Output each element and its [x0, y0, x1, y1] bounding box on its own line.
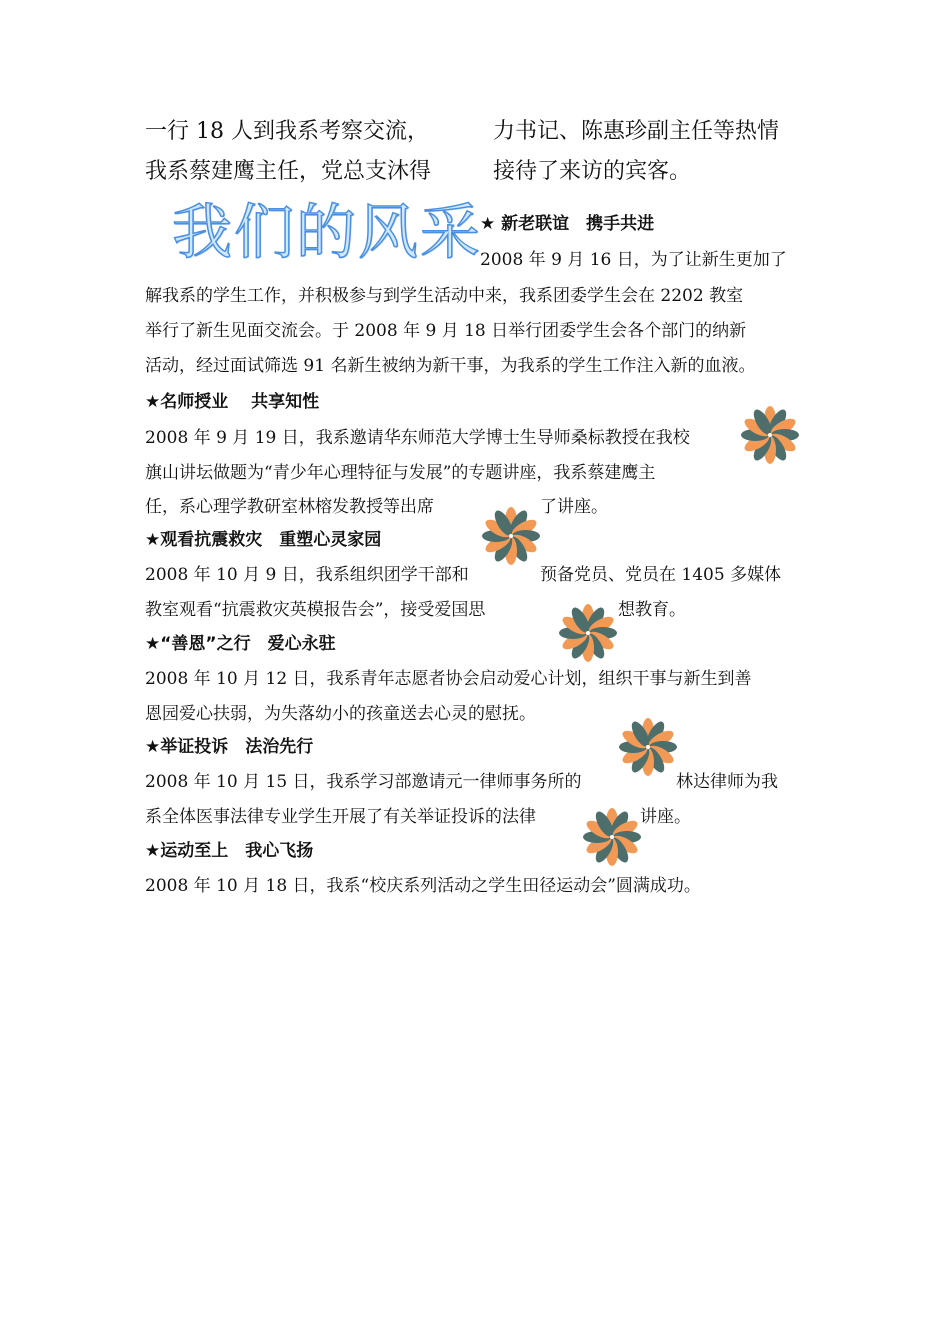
flower-icon [581, 806, 643, 868]
body-line: 2008 年 9 月 19 日，我系邀请华东师范大学博士生导师桑标教授在我校 [145, 428, 690, 448]
intro-right-column [493, 112, 779, 192]
body-line: 解我系的学生工作，并积极参与到学生活动中来，我系团委学生会在 2202 教室 [145, 286, 744, 306]
section-heading-lecture: ★名师授业 共享知性 [145, 392, 320, 412]
section-heading-welcome: ★ 新老联谊 携手共进 [480, 214, 655, 234]
body-line: 预备党员、党员在 1405 多媒体 [540, 565, 782, 585]
flower-icon [557, 602, 619, 664]
body-line: 旗山讲坛做题为“青少年心理特征与发展”的专题讲座，我系蔡建鹰主 [145, 463, 656, 483]
intro-left-line: 一行 18 人到我系考察交流， [145, 119, 429, 144]
intro-right-line: 接待了来访的宾客。 [493, 159, 692, 184]
intro-left-line: 我系蔡建鹰主任，党总支沐得 [145, 159, 432, 184]
body-line: 教室观看“抗震救灾英模报告会”，接受爱国思 [145, 600, 486, 620]
section-heading-law: ★举证投诉 法治先行 [145, 737, 314, 757]
section-heading-earthquake: ★观看抗震救灾 重塑心灵家园 [145, 530, 382, 550]
word-art-title: 我们的风采 [172, 198, 482, 268]
intro-right-line: 力书记、陈惠珍副主任等热情 [493, 119, 780, 144]
flower-icon [739, 404, 801, 466]
section-heading-sports: ★运动至上 我心飞扬 [145, 841, 314, 861]
body-line: 2008 年 9 月 16 日，为了让新生更加了 [480, 250, 787, 270]
body-line: 举行了新生见面交流会。于 2008 年 9 月 18 日举行团委学生会各个部门的纳新 [145, 321, 747, 341]
body-line: 恩园爱心扶弱，为失落幼小的孩童送去心灵的慰抚。 [145, 704, 536, 724]
body-line: 活动，经过面试筛选 91 名新生被纳为新干事，为我系的学生工作注入新的血液。 [145, 356, 756, 376]
flower-icon [617, 716, 679, 778]
body-line: 想教育。 [618, 600, 686, 620]
intro-left-column [145, 112, 431, 192]
section-heading-volunteer: ★“善恩”之行 爱心永驻 [145, 634, 336, 654]
flower-icon [480, 505, 542, 567]
body-line: 2008 年 10 月 9 日，我系组织团学干部和 [145, 565, 469, 585]
body-line: 2008 年 10 月 15 日，我系学习部邀请元一律师事务所的 [145, 772, 582, 792]
body-line: 了讲座。 [540, 497, 608, 517]
body-line: 2008 年 10 月 18 日，我系“校庆系列活动之学生田径运动会”圆满成功。 [145, 876, 701, 896]
body-line: 任，系心理学教研室林榕发教授等出席 [145, 497, 434, 517]
body-line: 系全体医事法律专业学生开展了有关举证投诉的法律 [145, 807, 536, 827]
body-line: 2008 年 10 月 12 日，我系青年志愿者协会启动爱心计划，组织干事与新生到善 [145, 669, 752, 689]
body-line: 讲座。 [640, 807, 691, 827]
body-line: 林达律师为我 [676, 772, 778, 792]
